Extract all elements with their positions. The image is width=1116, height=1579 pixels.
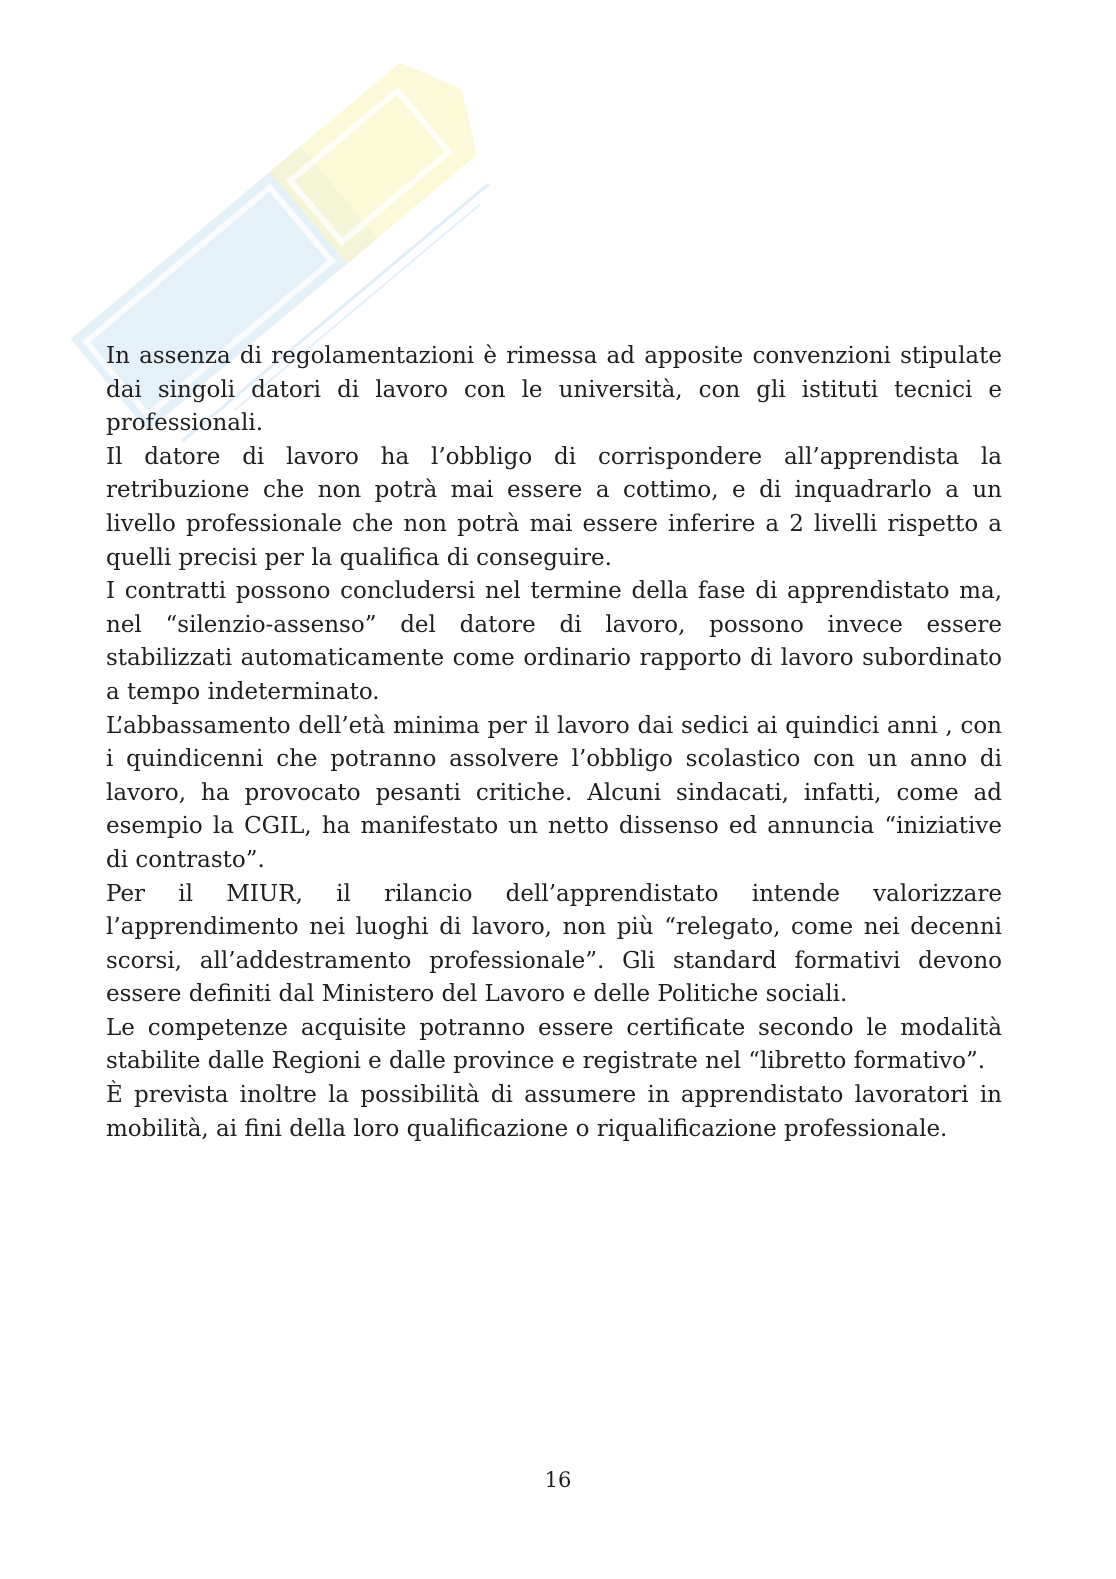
paragraph-3: I contratti possono concludersi nel termine della fase di apprendistato ma, nel “silenzio-assenso” del datore di lavoro, possono invece essere stabilizzati automaticamente come ordinario rapporto di lavoro subordinato a tempo indeterminato. [106, 578, 1002, 705]
paragraph-6: Le competenze acquisite potranno essere certificate secondo le modalità stabilite dalle Regioni e dalle province e registrate nel “libretto formativo”. [106, 1014, 1002, 1075]
paragraph-1: In assenza di regolamentazioni è rimessa ad apposite convenzioni stipulate dai singoli datori di lavoro con le università, con gli istituti tecnici e professionali. [106, 343, 1002, 437]
paragraph-4: L’abbassamento dell’età minima per il lavoro dai sedici ai quindici anni , con i quindicenni che potranno assolvere l’obbligo scolastico con un anno di lavoro, ha provocato pesanti critiche. Alcuni sindacati, infatti, come ad esempio la CGIL, ha manifestato un netto dissenso ed annuncia “iniziative di contrasto”. [106, 712, 1002, 873]
paragraph-5: Per il MIUR, il rilancio dell’apprendistato intende valorizzare l’apprendimento nei luoghi di lavoro, non più “relegato, come nei decenni scorsi, all’addestramento professionale”. Gli standard formativi devono essere definiti dal Ministero del Lavoro e delle Politiche sociali. [106, 880, 1002, 1008]
paragraph-7: È prevista inoltre la possibilità di assumere in apprendistato lavoratori in mobilità, ai fini della loro qualificazione o riqualificazione professionale. [106, 1082, 1002, 1142]
body-text [106, 340, 1002, 1146]
paragraph-2: Il datore di lavoro ha l’obbligo di corrispondere all’apprendista la retribuzione che non potrà mai essere a cottimo, e di inquadrarlo a un livello professionale che non potrà mai essere inferire a 2 livelli rispetto a quelli precisi per la qualifica di conseguire. [106, 443, 1002, 571]
page-number: 16 [544, 1468, 572, 1492]
